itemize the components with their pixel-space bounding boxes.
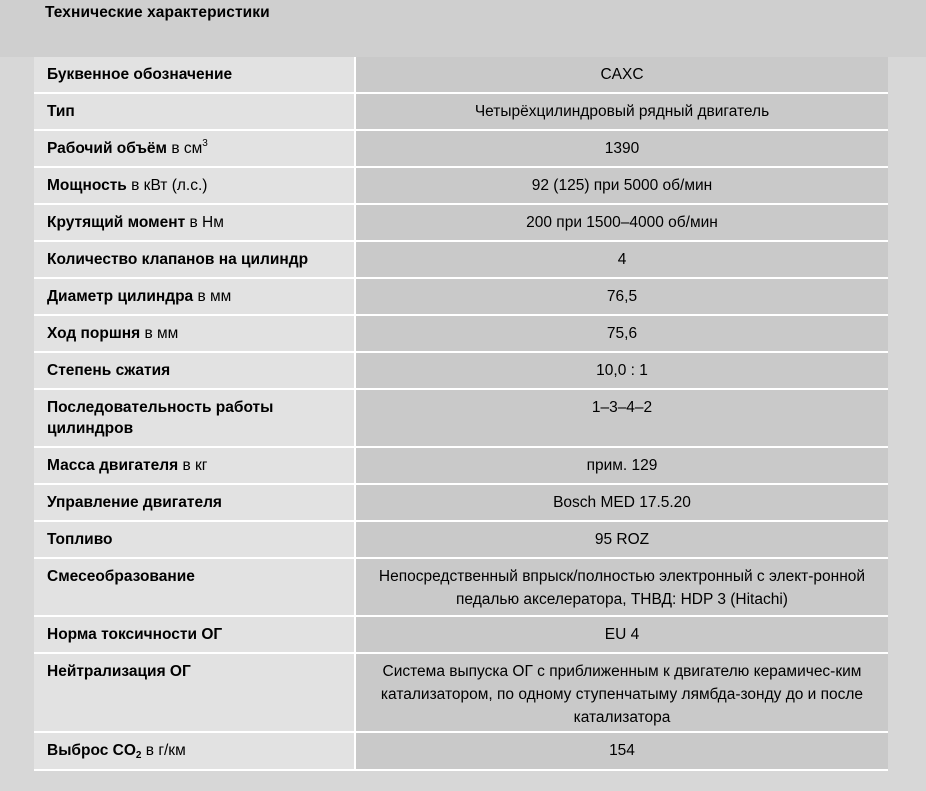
table-row [34,353,888,390]
specs-table [34,57,888,771]
row-value: EU 4 [356,617,888,652]
row-value: Система выпуска ОГ с приближенным к двигателю керамичес-ким катализатором, по одному ступенчатыму лямбда-зонду до и после катализатора [356,654,888,731]
row-value: Непосредственный впрыск/полностью электронный с элект-ронной педалью акселератора, ТНВД: HDP 3 (Hitachi) [356,559,888,615]
row-value: 154 [356,733,888,769]
table-row [34,131,888,168]
table-row [34,522,888,559]
header-band [0,0,926,57]
row-label: Тип [34,94,356,129]
row-value: 10,0 : 1 [356,353,888,388]
row-label: Ход поршня в мм [34,316,356,351]
row-value: 75,6 [356,316,888,351]
row-label: Смесеобразование [34,559,356,615]
row-label: Нейтрализация ОГ [34,654,356,731]
row-label: Буквенное обозначение [34,57,356,92]
table-row [34,654,888,733]
row-value: 76,5 [356,279,888,314]
row-value: 92 (125) при 5000 об/мин [356,168,888,203]
row-label: Мощность в кВт (л.с.) [34,168,356,203]
row-value: CAXC [356,57,888,92]
row-label: Диаметр цилиндра в мм [34,279,356,314]
table-row [34,168,888,205]
row-value: прим. 129 [356,448,888,483]
table-row [34,279,888,316]
table-row [34,617,888,654]
table-row [34,57,888,94]
row-label: Выброс $CO_2$ в г/км [34,733,356,769]
row-label: Норма токсичности ОГ [34,617,356,652]
table-row [34,316,888,353]
row-value: 200 при 1500–4000 об/мин [356,205,888,240]
table-row [34,448,888,485]
row-label: Масса двигателя в кг [34,448,356,483]
row-label: Топливо [34,522,356,557]
table-row [34,94,888,131]
table-row [34,733,888,771]
table-row [34,485,888,522]
row-label: Крутящий момент в Нм [34,205,356,240]
row-label: Количество клапанов на цилиндр [34,242,356,277]
row-label: Управление двигателя [34,485,356,520]
page-title: Технические характеристики [45,4,270,21]
row-label: Рабочий объём в $см^3$ [34,131,356,166]
row-value: Четырёхцилиндровый рядный двигатель [356,94,888,129]
row-value: 4 [356,242,888,277]
table-row [34,390,888,448]
row-value: Bosch MED 17.5.20 [356,485,888,520]
row-label: Последовательность работы цилиндров [34,390,356,446]
table-row [34,559,888,617]
table-row [34,242,888,279]
row-value: 1390 [356,131,888,166]
table-row [34,205,888,242]
row-value: 1–3–4–2 [356,390,888,446]
row-value: 95 ROZ [356,522,888,557]
row-label: Степень сжатия [34,353,356,388]
